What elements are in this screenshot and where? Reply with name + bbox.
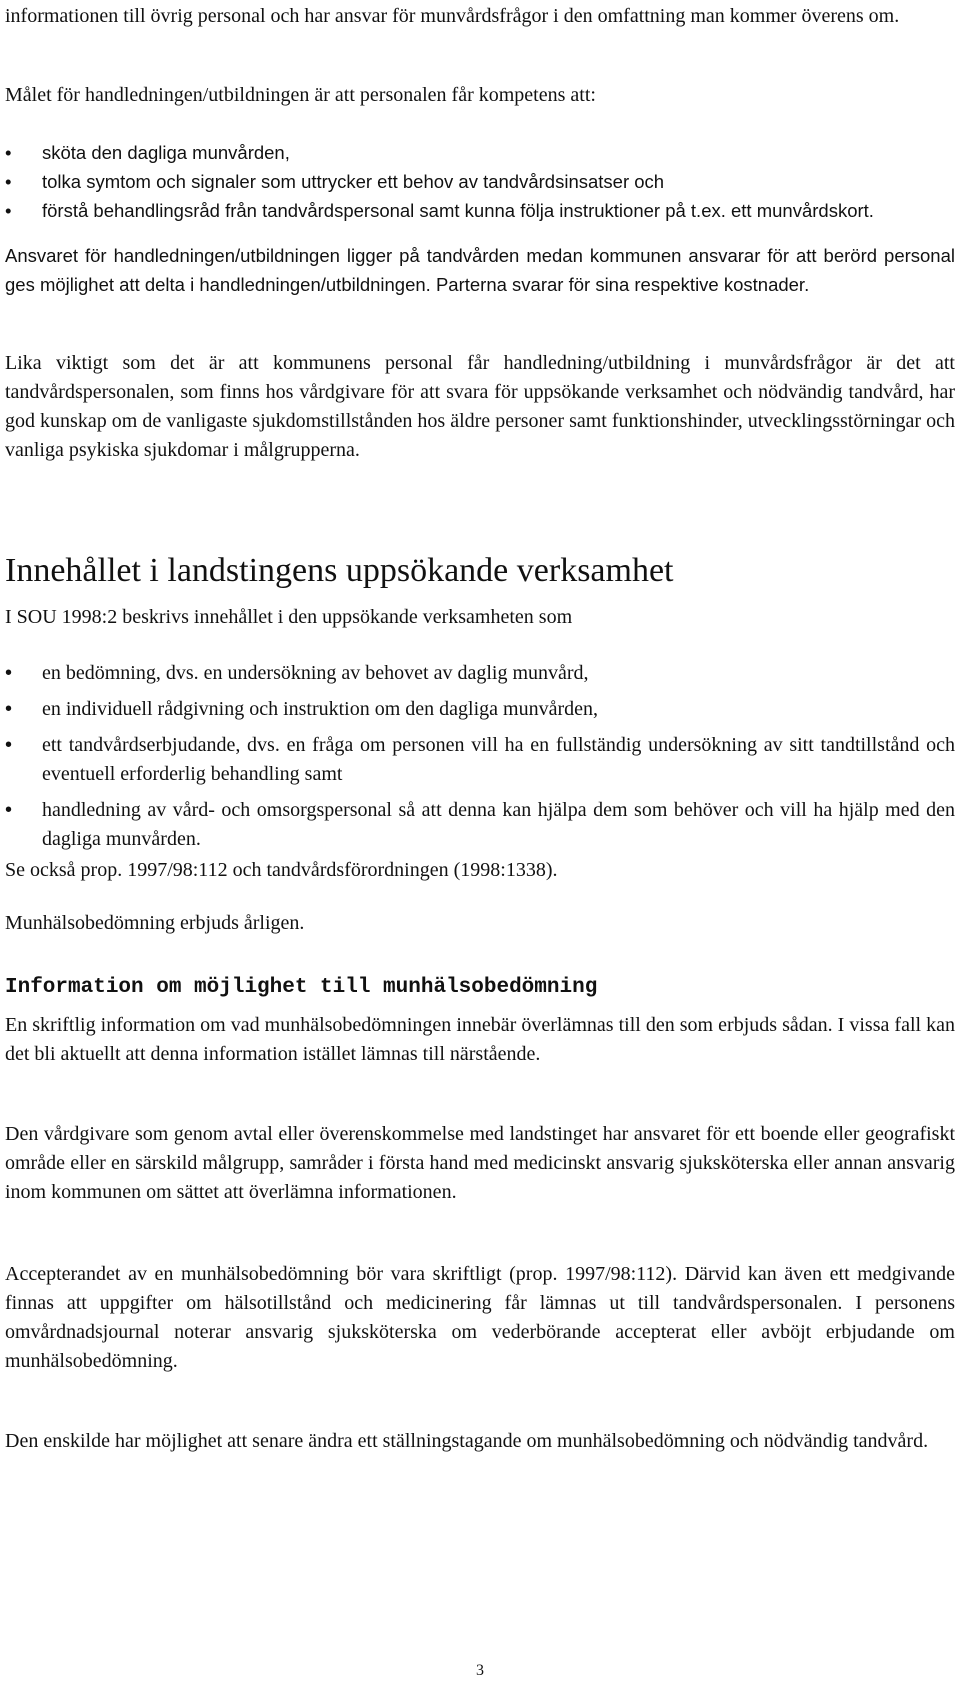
- list-item: • handledning av vård- och omsorgspersonal så att denna kan hjälpa dem som behöver och vill ha hjälp med den dagliga munvården.: [5, 796, 955, 854]
- paragraph: Den enskilde har möjlighet att senare ändra ett ställningstagande om munhälsobedömning och nödvändig tandvård.: [5, 1430, 929, 1452]
- page-number: 3: [476, 1662, 484, 1679]
- responsibility-paragraph: Ansvaret för handledningen/utbildningen ligger på tandvården medan kommunen ansvarar för att berörd personal ges möjlighet att delta i handledningen/utbildningen. Parterna svarar för sina respektive kostnader.: [5, 245, 955, 295]
- list-item: • sköta den dagliga munvården,: [5, 138, 955, 167]
- list-item: • ett tandvårdserbjudande, dvs. en fråga om personen vill ha en fullständig undersökning av sitt tandtillstånd och eventuell erforderlig behandling samt: [5, 731, 955, 789]
- list-item: • en bedömning, dvs. en undersökning av behovet av daglig munvård,: [5, 659, 955, 688]
- see-also-note: Se också prop. 1997/98:112 och tandvårdsförordningen (1998:1338).: [5, 859, 558, 881]
- list-item: • tolka symtom och signaler som uttrycker ett behov av tandvårdsinsatser och: [5, 167, 955, 196]
- section-heading-outreach-content: Innehållet i landstingens uppsökande verksamhet: [5, 552, 674, 589]
- goal-intro: Målet för handledningen/utbildningen är att personalen får kompetens att:: [5, 84, 596, 106]
- goal-list: [5, 138, 955, 225]
- list-item: • förstå behandlingsråd från tandvårdspersonal samt kunna följa instruktioner på t.ex. ett munvårdskort.: [5, 196, 955, 225]
- section-heading-information: Information om möjlighet till munhälsobedömning: [5, 976, 598, 999]
- importance-paragraph: Lika viktigt som det är att kommunens personal får handledning/utbildning i munvårdsfrågor är det att tandvårdspersonalen, som finns hos vårdgivare för att svara för uppsökande verksamhet och nödvändig tandvård, har god kunskap om de vanligaste sjukdomstillstånden hos äldre personer samt funktionshinder, utvecklingsstörningar och vanliga psykiska sjukdomar i målgrupperna.: [5, 352, 955, 461]
- annual-note: Munhälsobedömning erbjuds årligen.: [5, 912, 305, 934]
- paragraph: Accepterandet av en munhälsobedömning bör vara skriftligt (prop. 1997/98:112). Därvid kan även ett medgivande finnas att uppgifter om hälsotillstånd och medicinering får lämnas ut till tandvårdspersonalen. I personens omvårdnadsjournal noterar ansvarig sjuksköterska om vederbörande accepterat eller avböjt erbjudande om munhälsobedömning.: [5, 1263, 955, 1372]
- paragraph: En skriftlig information om vad munhälsobedömningen innebär överlämnas till den som erbjuds sådan. I vissa fall kan det bli aktuellt att denna information istället lämnas till närstående.: [5, 1014, 955, 1065]
- intro-continuation-paragraph: informationen till övrig personal och har ansvar för munvårdsfrågor i den omfattning man kommer överens om.: [5, 5, 900, 27]
- section-intro: I SOU 1998:2 beskrivs innehållet i den uppsökande verksamheten som: [5, 606, 573, 628]
- paragraph: Den vårdgivare som genom avtal eller överenskommelse med landstinget har ansvaret för ett boende eller geografiskt område eller en särskild målgrupp, samråder i första hand med medicinskt ansvarig sjuksköterska eller annan ansvarig inom kommunen om sättet att överlämna informationen.: [5, 1123, 955, 1203]
- outreach-content-list: [5, 659, 955, 854]
- list-item: • en individuell rådgivning och instruktion om den dagliga munvården,: [5, 695, 955, 724]
